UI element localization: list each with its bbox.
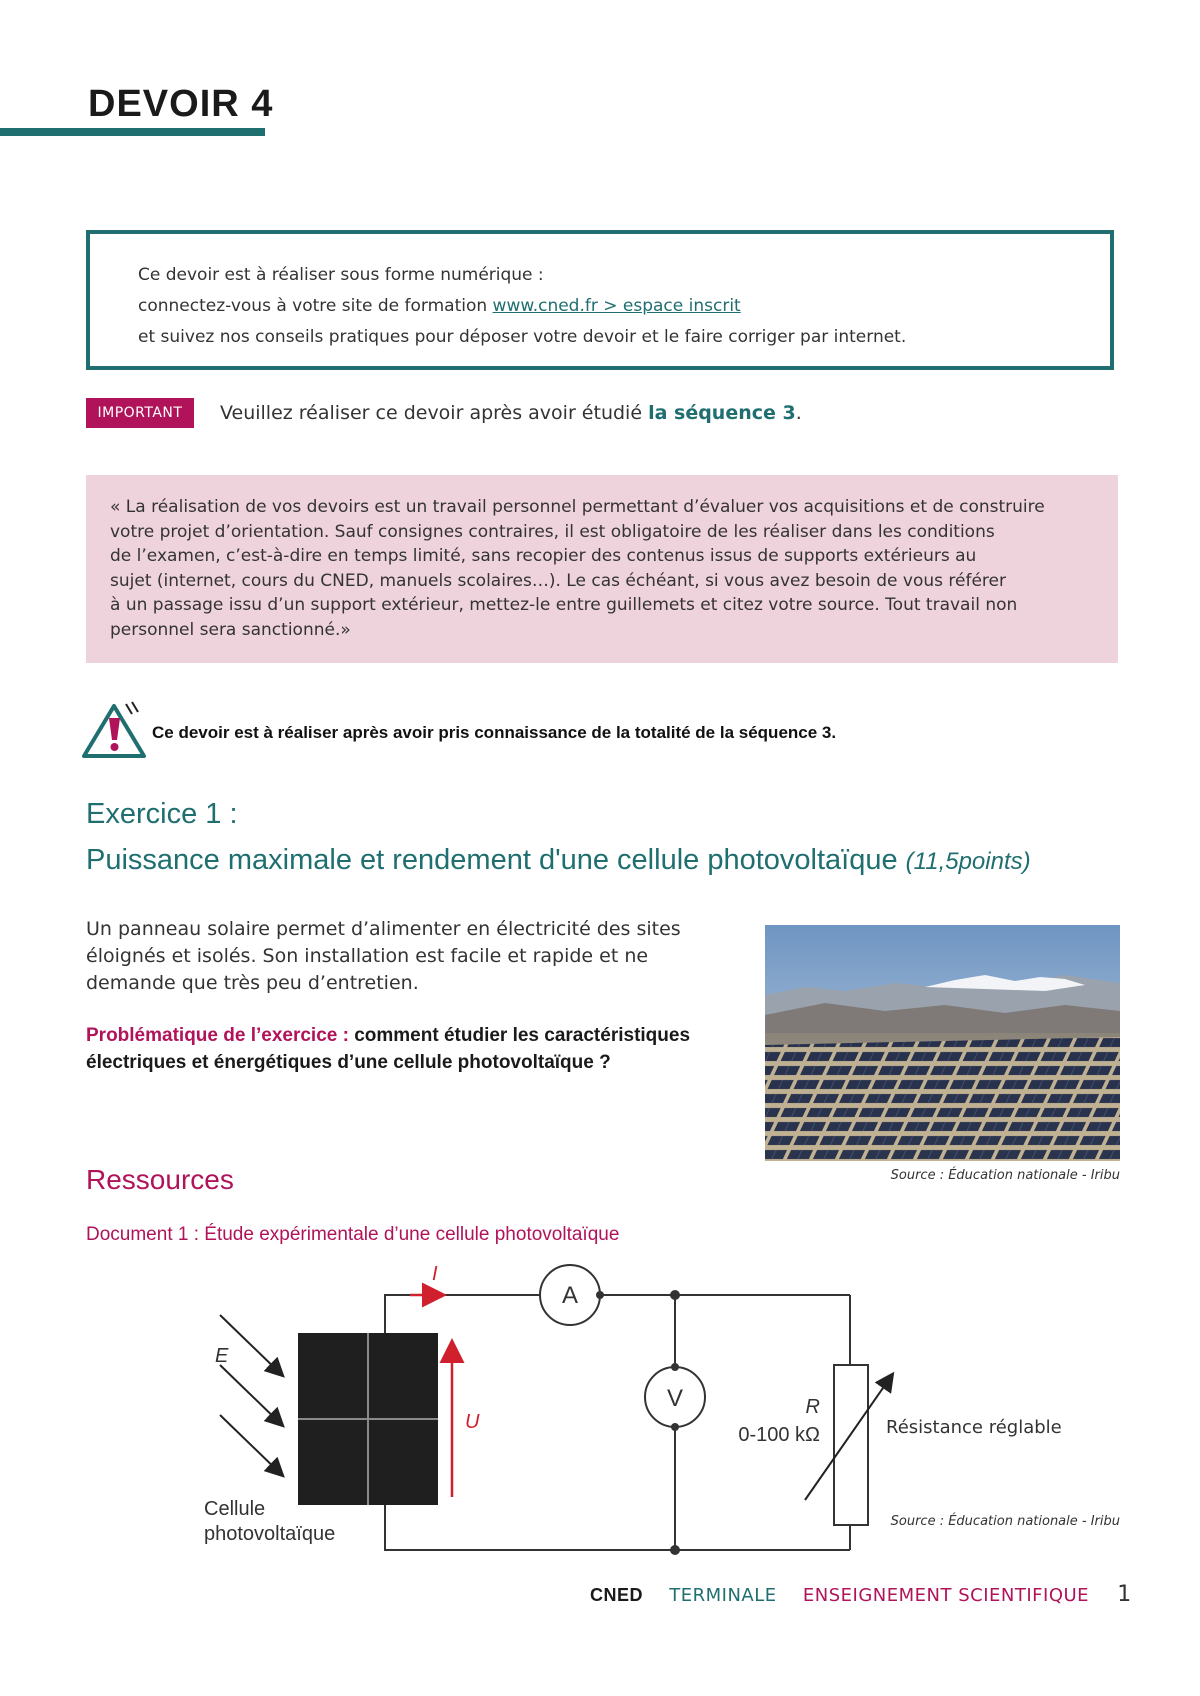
problem-text: comment étudier les caractéristiques électriques et énergétiques d’une cellule photovoltaïque ? xyxy=(86,1025,691,1073)
ammeter-label: A xyxy=(561,1282,579,1309)
cell-label-line-2: photovoltaïque xyxy=(204,1523,336,1545)
light-ray xyxy=(220,1365,282,1425)
exercise-intro xyxy=(86,916,706,997)
important-badge: IMPORTANT xyxy=(86,398,194,428)
warning-icon xyxy=(80,700,150,762)
label-R-range: 0-100 kΩ xyxy=(738,1424,820,1446)
footer-level: TERMINALE xyxy=(669,1585,777,1606)
intro-line: demande que très peu d’entretien. xyxy=(86,972,419,994)
title-underline xyxy=(0,128,265,136)
cned-link[interactable]: www.cned.fr > espace inscrit xyxy=(492,296,741,316)
numeric-box-line-2 xyxy=(138,291,1110,322)
footer-cned: CNED xyxy=(590,1585,644,1605)
wires xyxy=(385,1295,850,1550)
light-ray xyxy=(220,1315,282,1375)
numeric-box-line-3: et suivez nos conseils pratiques pour déposer votre devoir et le faire corriger par internet. xyxy=(138,327,907,347)
honor-line: de l’examen, c’est-à-dire en temps limité, sans recopier des contenus issus de supports extérieurs au xyxy=(110,546,977,566)
problem-label: Problématique de l’exercice : xyxy=(86,1025,355,1046)
label-E: E xyxy=(215,1345,229,1367)
page-title: DEVOIR 4 xyxy=(88,83,274,125)
light-ray xyxy=(220,1415,282,1475)
footer-subject: ENSEIGNEMENT SCIENTIFIQUE xyxy=(802,1585,1090,1606)
honor-line: votre projet d’orientation. Sauf consignes contraires, il est obligatoire de les réaliser dans les conditions xyxy=(110,521,995,542)
intro-line: Un panneau solaire permet d’alimenter en électricité des sites xyxy=(86,918,681,940)
important-text-prefix: Veuillez réaliser ce devoir après avoir étudié xyxy=(220,402,649,424)
solar-farm-photo xyxy=(765,925,1120,1161)
document-1-title: Document 1 : Étude expérimentale d’une cellule photovoltaïque xyxy=(86,1224,620,1245)
warning-text: Ce devoir est à réaliser après avoir pris connaissance de la totalité de la séquence 3. xyxy=(152,723,837,742)
honor-statement-box xyxy=(86,475,1118,663)
numeric-submission-box xyxy=(86,230,1114,370)
exercise-problem xyxy=(86,1022,706,1076)
important-text-suffix: . xyxy=(795,402,802,424)
numeric-box-line-2-text: connectez-vous à votre site de formation xyxy=(138,296,493,316)
label-R: R xyxy=(805,1396,820,1418)
important-text xyxy=(220,398,802,428)
important-sequence: la séquence 3 xyxy=(648,402,796,424)
page-number: 1 xyxy=(1117,1582,1132,1607)
exercise-subtitle-text: Puissance maximale et rendement d'une cellule photovoltaïque xyxy=(86,844,898,876)
photo-source: Source : Éducation nationale - Iribu xyxy=(890,1168,1120,1183)
voltmeter-label: V xyxy=(666,1385,684,1412)
label-U: U xyxy=(465,1411,480,1433)
numeric-box-line-1: Ce devoir est à réaliser sous forme numérique : xyxy=(138,265,544,285)
exercise-points: (11,5points) xyxy=(905,848,1031,875)
page-footer xyxy=(590,1582,1132,1607)
honor-line: « La réalisation de vos devoirs est un travail personnel permettant d’évaluer vos acquisitions et de construire xyxy=(110,497,1045,517)
honor-line: sujet (internet, cours du CNED, manuels scolaires…). Le cas échéant, si vous avez besoin de vous référer xyxy=(110,570,1006,591)
intro-line: éloignés et isolés. Son installation est facile et rapide et ne xyxy=(86,945,649,967)
label-I: I xyxy=(432,1263,438,1285)
honor-line: à un passage issu d’un support extérieur, mettez-le entre guillemets et citez votre source. Tout travail non xyxy=(110,595,1018,615)
variable-resistor xyxy=(834,1365,868,1525)
circuit-source: Source : Éducation nationale - Iribu xyxy=(890,1514,1120,1529)
honor-line: personnel sera sanctionné.» xyxy=(110,619,351,640)
exercise-subtitle xyxy=(86,842,1031,880)
cell-label-line-1: Cellule xyxy=(204,1498,266,1520)
exercise-heading: Exercice 1 : xyxy=(86,798,238,830)
resources-heading: Ressources xyxy=(86,1164,234,1195)
resistor-label: Résistance réglable xyxy=(886,1417,1062,1438)
